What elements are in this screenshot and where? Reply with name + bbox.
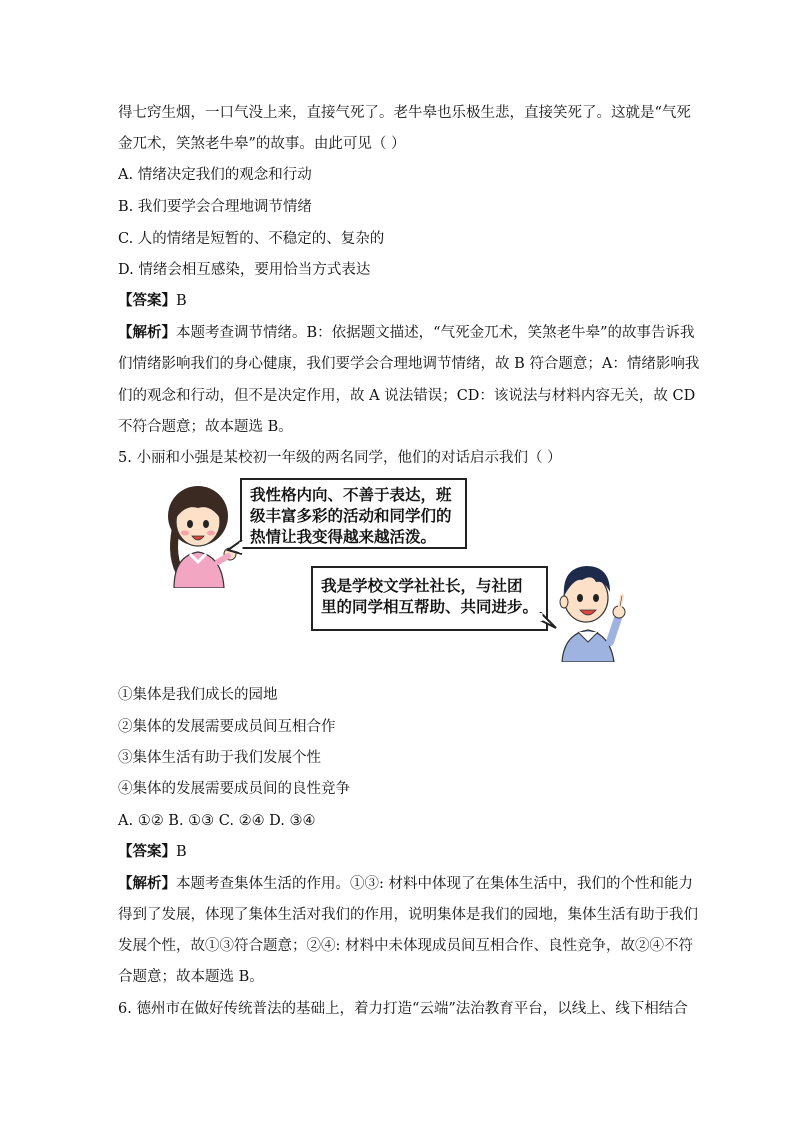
q4-stem-line1: 得七窍生烟，一口气没上来，直接气死了。老牛皋也乐极生悲，直接笑死了。这就是“气死 xyxy=(118,105,691,121)
bubble-girl-line3: 热情让我变得越来越活泼。 xyxy=(250,528,437,546)
analysis-tag: 【解析】 xyxy=(118,875,176,892)
q5-analysis-line3: 发展个性，故①③符合题意；②④: 材料中未体现成员间互相合作、良性竞争，故②④不符 xyxy=(118,938,693,954)
answer-value: B xyxy=(176,844,187,860)
q5-statement-3: ③集体生活有助于我们发展个性 xyxy=(118,750,321,766)
q4-analysis-line2: 们情绪影响我们的身心健康，我们要学会合理地调节情绪，故 B 符合题意；A：情绪影响我 xyxy=(118,356,700,372)
bubble-girl-tail xyxy=(226,540,246,560)
q5-options: A. ①② B. ①③ C. ②④ D. ③④ xyxy=(118,813,316,829)
analysis-text: 本题考查集体生活的作用。①③: 材料中体现了在集体生活中，我们的个性和能力 xyxy=(176,876,693,892)
q4-answer xyxy=(118,291,187,311)
q4-stem-line2: 金兀术，笑煞老牛皋”的故事。由此可见（ ） xyxy=(118,136,406,152)
q5-analysis-line4: 合题意；故本题选 B。 xyxy=(118,969,264,985)
q5-answer xyxy=(118,842,187,862)
bubble-girl-line2: 级丰富多彩的活动和同学们的 xyxy=(250,507,452,525)
boy-illustration xyxy=(552,552,632,662)
q5-stem: 5. 小丽和小强是某校初一年级的两名同学，他们的对话启示我们（ ） xyxy=(118,450,562,466)
q4-analysis-line4: 不符合题意；故本题选 B。 xyxy=(118,419,293,435)
girl-illustration xyxy=(160,478,240,588)
q4-option-b: B. 我们要学会合理地调节情绪 xyxy=(118,199,312,215)
answer-value: B xyxy=(176,293,187,309)
speech-bubble-boy xyxy=(311,566,548,631)
bubble-boy-line1: 我是学校文学社社长，与社团 xyxy=(321,577,523,595)
q4-option-d: D. 情绪会相互感染，要用恰当方式表达 xyxy=(118,262,371,278)
q5-statement-2: ②集体的发展需要成员间互相合作 xyxy=(118,719,336,735)
q5-statement-4: ④集体的发展需要成员间的良性竞争 xyxy=(118,781,350,797)
q5-analysis-line1 xyxy=(118,874,693,894)
analysis-text: 本题考查调节情绪。B：依据题文描述，“气死金兀术，笑煞老牛皋”的故事告诉我 xyxy=(176,325,695,341)
q5-analysis-line2: 得到了发展，体现了集体生活对我们的作用，说明集体是我们的园地，集体生活有助于我们 xyxy=(118,907,698,923)
analysis-tag: 【解析】 xyxy=(118,324,176,341)
q4-analysis-line3: 们的观念和行动，但不是决定作用，故 A 说法错误；CD：该说法与材料内容无关，故 CD xyxy=(118,388,696,404)
bubble-boy-line2: 里的同学相互帮助、共同进步。 xyxy=(321,598,539,616)
answer-tag: 【答案】 xyxy=(118,843,176,860)
q4-option-c: C. 人的情绪是短暂的、不稳定的、复杂的 xyxy=(118,231,385,247)
answer-tag: 【答案】 xyxy=(118,292,176,309)
q4-analysis-line1 xyxy=(118,323,694,343)
speech-bubble-girl xyxy=(240,478,467,549)
q4-option-a: A. 情绪决定我们的观念和行动 xyxy=(118,167,312,183)
bubble-girl-line1: 我性格内向、不善于表达，班 xyxy=(250,486,452,504)
q6-stem-line1: 6. 德州市在做好传统普法的基础上，着力打造“云端”法治教育平台，以线上、线下相结合 xyxy=(118,1001,688,1017)
q5-statement-1: ①集体是我们成长的园地 xyxy=(118,687,278,703)
